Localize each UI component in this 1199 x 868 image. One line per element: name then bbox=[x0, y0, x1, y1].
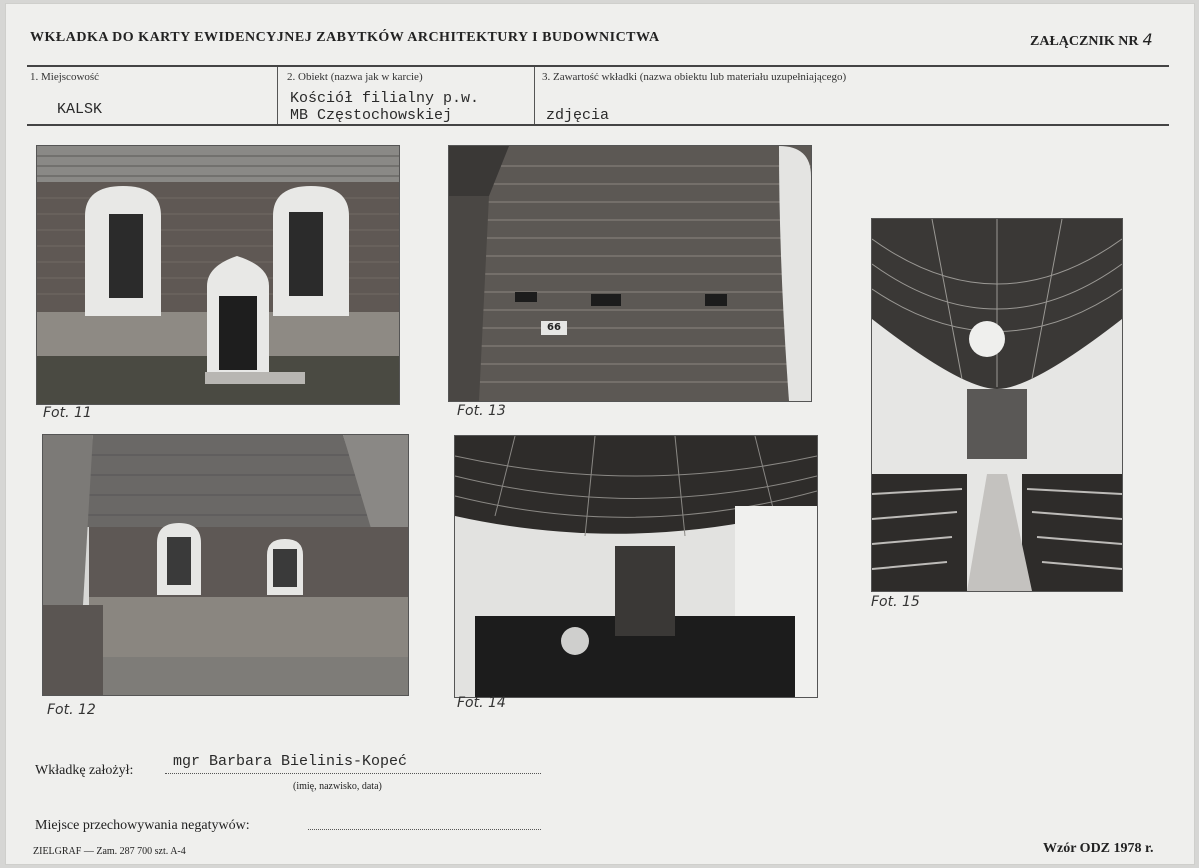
field-2-label: 2. Obiekt (nazwa jak w karcie) bbox=[287, 71, 423, 83]
annex-number: 4 bbox=[1142, 30, 1153, 49]
author-hint: (imię, nazwisko, data) bbox=[293, 781, 382, 792]
field-2-value-line2: MB Częstochowskiej bbox=[290, 107, 453, 124]
field-1-value: KALSK bbox=[57, 101, 103, 118]
caption-fot-14: Fot. 14 bbox=[457, 695, 506, 711]
author-label: Wkładkę założył: bbox=[35, 763, 134, 778]
author-value: mgr Barbara Bielinis-Kopeć bbox=[173, 753, 408, 770]
church-nave-photo-icon bbox=[872, 219, 1122, 591]
field-1-label: 1. Miejscowość bbox=[30, 71, 100, 83]
negatives-label: Miejsce przechowywania negatywów: bbox=[35, 818, 250, 833]
caption-fot-11: Fot. 11 bbox=[43, 405, 92, 421]
photo-12 bbox=[42, 434, 409, 696]
field-divider-2 bbox=[534, 67, 535, 124]
author-dotted-line bbox=[165, 773, 541, 774]
brick-wall-photo-icon bbox=[449, 146, 811, 401]
church-side-photo-icon bbox=[43, 435, 408, 695]
photo-13 bbox=[448, 145, 812, 402]
annex-label bbox=[1030, 30, 1153, 50]
church-interior-photo-icon bbox=[455, 436, 817, 697]
record-sheet bbox=[5, 3, 1195, 865]
field-2-value-line1: Kościół filialny p.w. bbox=[290, 90, 480, 107]
house-number-plate: 66 bbox=[541, 321, 567, 335]
form-id: Wzór ODZ 1978 r. bbox=[1043, 841, 1154, 856]
form-title: WKŁADKA DO KARTY EWIDENCYJNEJ ZABYTKÓW ARCHITEKTURY I BUDOWNICTWA bbox=[30, 30, 660, 45]
negatives-dotted-line bbox=[308, 829, 541, 830]
printer-note: ZIELGRAF — Zam. 287 700 szt. A-4 bbox=[33, 846, 186, 857]
fields-bottom-rule bbox=[27, 124, 1169, 126]
photo-15 bbox=[871, 218, 1123, 592]
caption-fot-12: Fot. 12 bbox=[47, 702, 96, 718]
caption-fot-15: Fot. 15 bbox=[871, 594, 920, 610]
field-3-value: zdjęcia bbox=[546, 107, 610, 124]
field-3-label: 3. Zawartość wkładki (nazwa obiektu lub materiału uzupełniającego) bbox=[542, 71, 847, 83]
field-divider-1 bbox=[277, 67, 278, 124]
caption-fot-13: Fot. 13 bbox=[457, 403, 506, 419]
top-rule bbox=[27, 65, 1169, 67]
photo-14 bbox=[454, 435, 818, 698]
annex-label-text: ZAŁĄCZNIK NR bbox=[1030, 34, 1139, 49]
church-facade-photo-icon bbox=[37, 146, 399, 404]
photo-11 bbox=[36, 145, 400, 405]
